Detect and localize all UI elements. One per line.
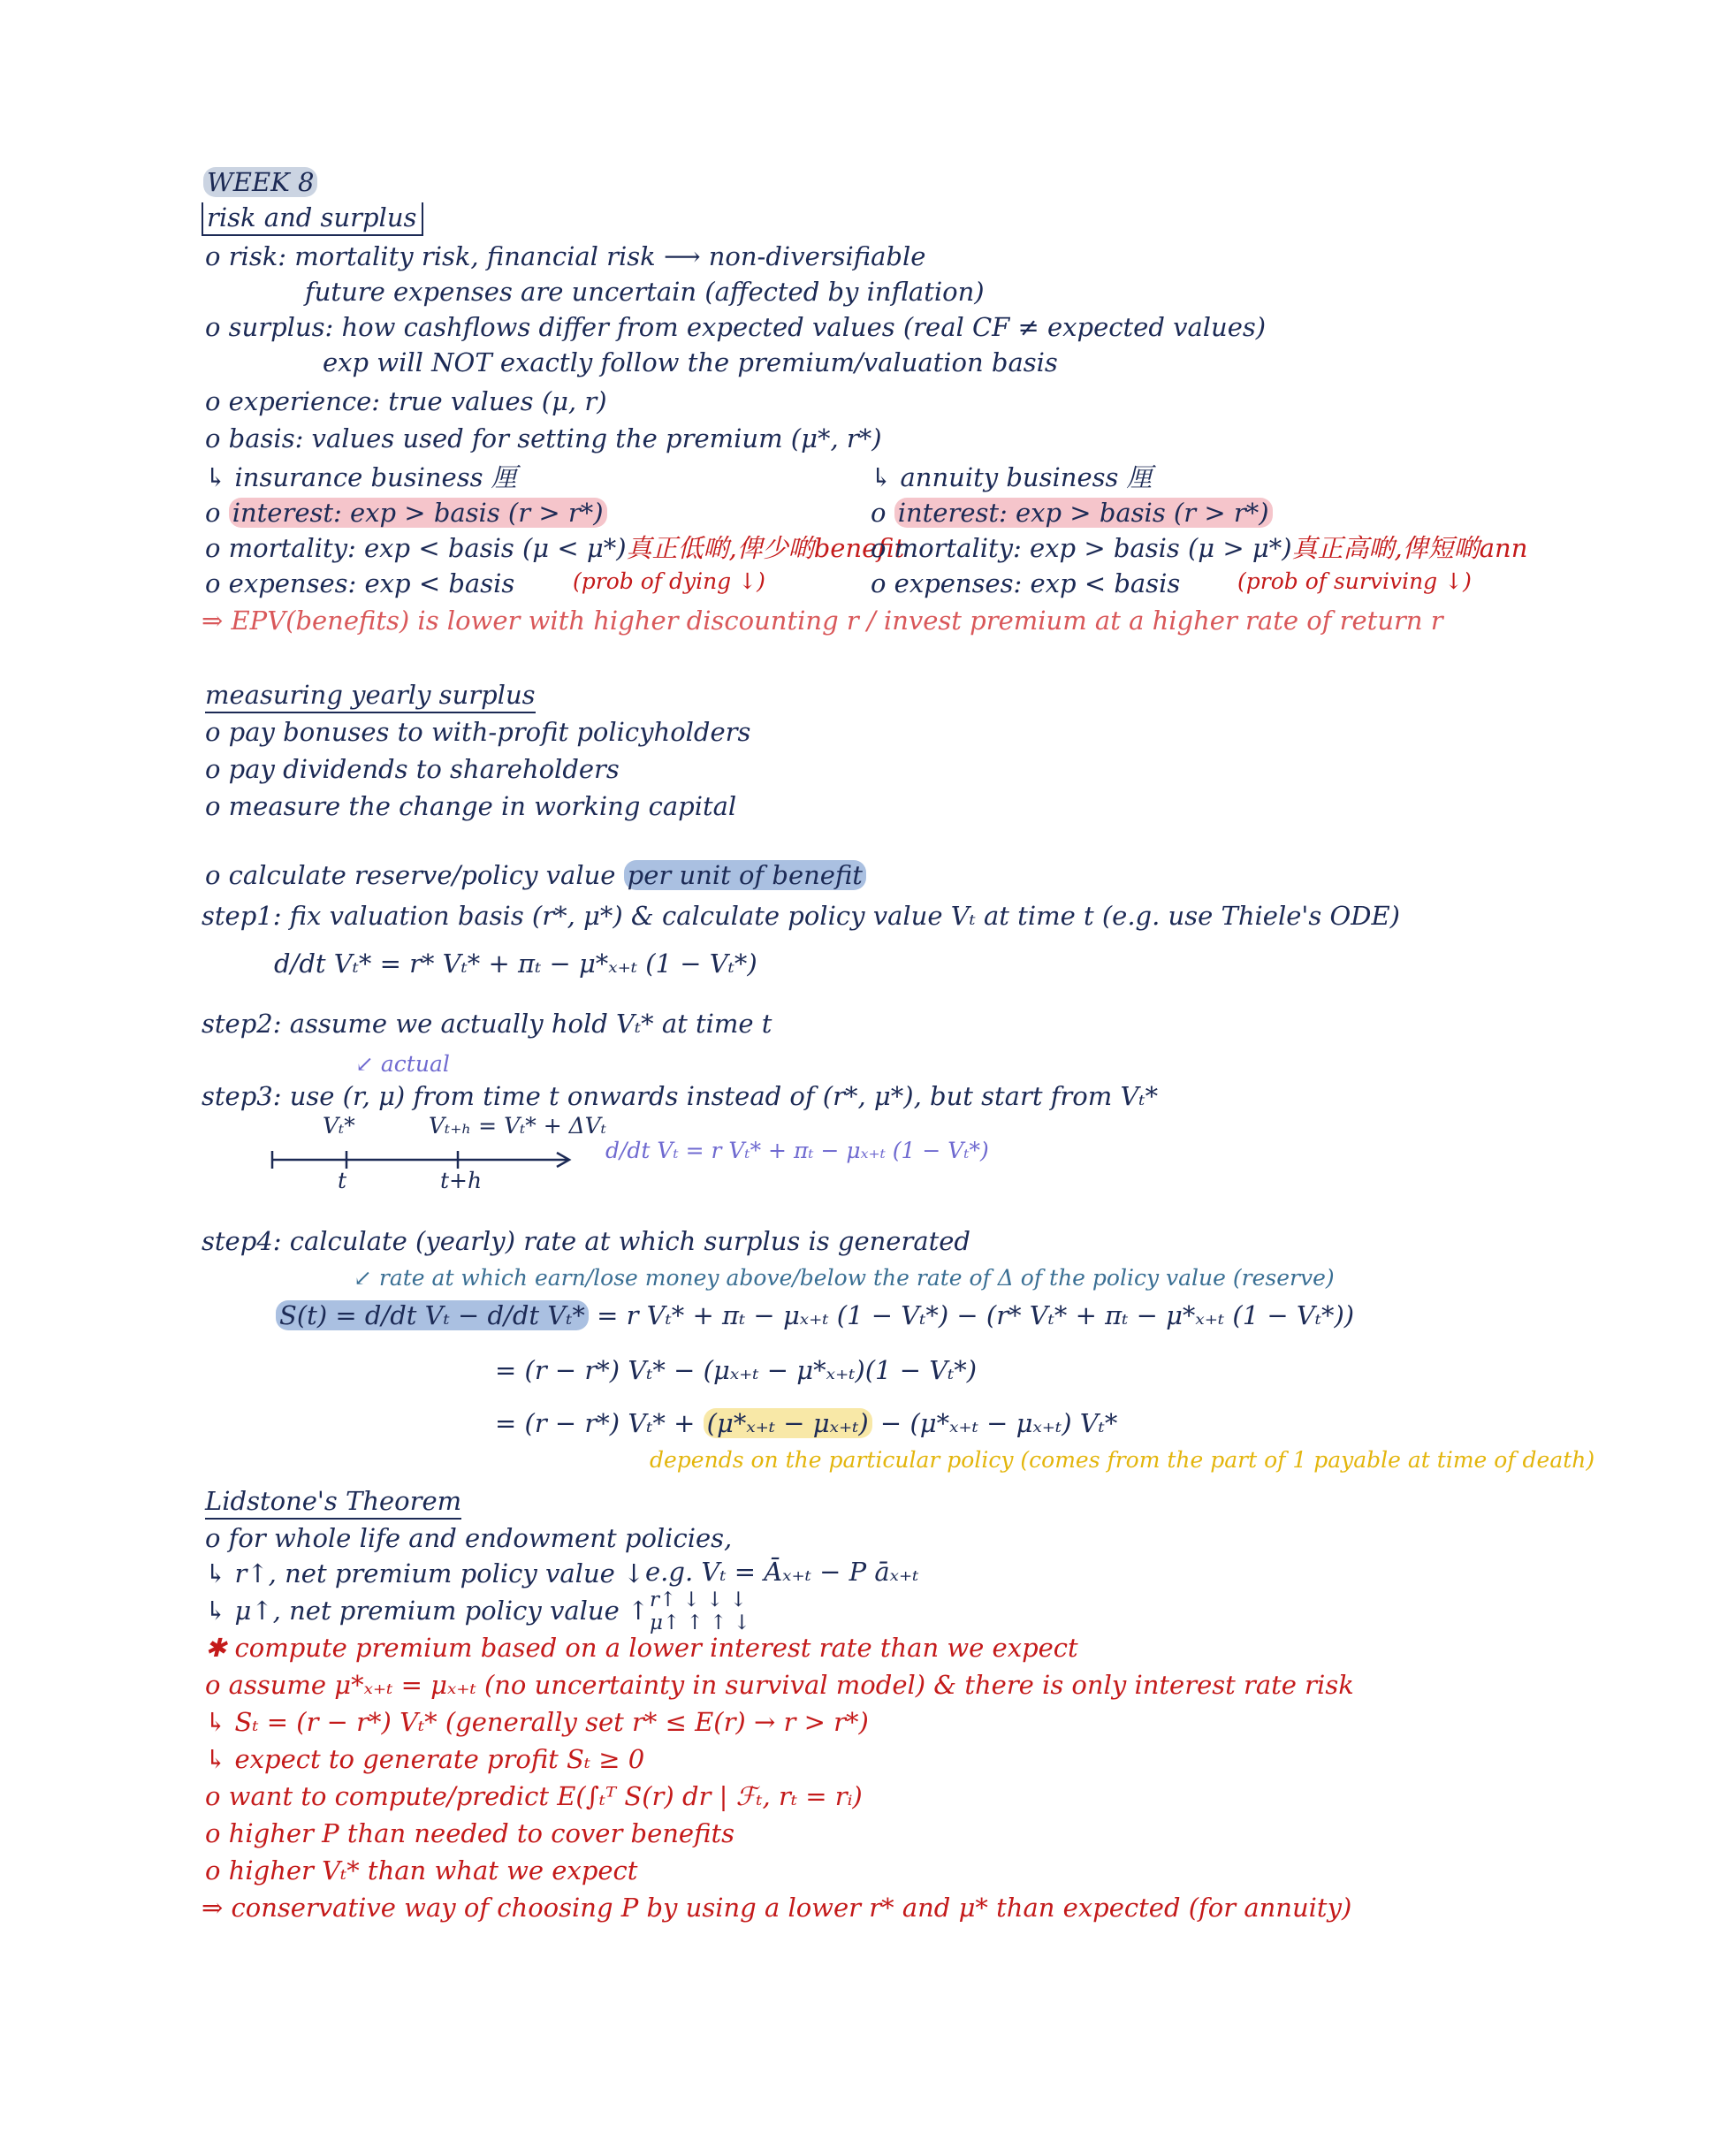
lidstone-eg-equation: e.g. Vₜ = Āₓ₊ₜ − P āₓ₊ₜ [645, 1557, 919, 1587]
yearly-surplus-item-1: o pay bonuses to with-profit policyholders [205, 717, 751, 747]
surplus-eq-2: = (r − r*) Vₜ* − (μₓ₊ₜ − μ*ₓ₊ₜ)(1 − Vₜ*) [495, 1355, 978, 1385]
step4: step4: calculate (yearly) rate at which surplus is generated [202, 1226, 970, 1256]
insurance-mortality-sub: (prob of dying ↓) [573, 568, 765, 594]
lidstone-eg-r-arrows: r↑ ↓ ↓ ↓ [650, 1588, 748, 1611]
lidstone-eg-mu-arrows: μ↑ ↑ ↑ ↓ [650, 1611, 750, 1634]
lidstone-r3: ↳ Sₜ = (r − r*) Vₜ* (generally set r* ≤ E(r) → r > r*) [205, 1707, 869, 1737]
lidstone-r1: ✱ compute premium based on a lower interest rate than we expect [205, 1633, 1078, 1663]
insurance-title: ↳ insurance business 厘 [205, 462, 517, 492]
step3: step3: use (r, μ) from time t onwards instead of (r*, μ*), but start from Vₜ* [202, 1081, 1159, 1111]
week-label: WEEK 8 [203, 167, 317, 197]
step1: step1: fix valuation basis (r*, μ*) & calculate policy value Vₜ at time t (e.g. use Thiele's ODE) [202, 901, 1400, 931]
lidstone-title: Lidstone's Theorem [205, 1486, 461, 1520]
step2: step2: assume we actually hold Vₜ* at time t [202, 1009, 772, 1039]
annuity-expenses: o expenses: exp < basis [871, 568, 1181, 598]
actual-note: ↙ actual [355, 1051, 450, 1077]
surplus-line-2: exp will NOT exactly follow the premium/valuation basis [323, 347, 1058, 377]
timeline-left-label: Vₜ* [323, 1113, 355, 1139]
lidstone-r5: o want to compute/predict E(∫ₜᵀ S(r) dr | ℱₜ, rₜ = rᵢ) [205, 1781, 863, 1811]
surplus-eq-3: = (r − r*) Vₜ* + (μ*ₓ₊ₜ − μₓ₊ₜ) − (μ*ₓ₊ₜ − μₓ₊ₜ) Vₜ* [495, 1408, 1118, 1438]
per-unit-highlight: per unit of benefit [624, 860, 866, 890]
lidstone-l3: ↳ μ↑, net premium policy value ↑ [205, 1596, 650, 1626]
topic-title: risk and surplus [202, 202, 423, 236]
surplus-eq-1-rhs: = r Vₜ* + πₜ − μₓ₊ₜ (1 − Vₜ*) − (r* Vₜ* + πₜ − μ*ₓ₊ₜ (1 − Vₜ*)) [597, 1300, 1355, 1330]
lidstone-l1: o for whole life and endowment policies, [205, 1523, 733, 1553]
step1-equation: d/dt Vₜ* = r* Vₜ* + πₜ − μ*ₓ₊ₜ (1 − Vₜ*) [274, 948, 757, 979]
lidstone-r7: o higher Vₜ* than what we expect [205, 1855, 638, 1886]
surplus-eq-3-note: depends on the particular policy (comes from the part of 1 payable at time of death) [650, 1447, 1595, 1473]
surplus-eq-1 [276, 1299, 1354, 1331]
timeline-axis [265, 1142, 583, 1177]
surplus-line: o surplus: how cashflows differ from expected values (real CF ≠ expected values) [205, 312, 1267, 342]
insurance-mortality-note: 真正低啲,俾少啲benefit [626, 533, 905, 563]
yearly-surplus-title: measuring yearly surplus [205, 680, 536, 713]
timeline-right-label: Vₜ₊ₕ = Vₜ* + ΔVₜ [429, 1113, 606, 1139]
annuity-interest: o interest: exp > basis (r > r*) [871, 497, 1273, 529]
annuity-title: ↳ annuity business 厘 [871, 462, 1153, 492]
surplus-eq-1-lhs: S(t) = d/dt Vₜ − d/dt Vₜ* [276, 1300, 589, 1330]
lidstone-l2: ↳ r↑, net premium policy value ↓ [205, 1558, 645, 1588]
surplus-eq-3-highlight: (μ*ₓ₊ₜ − μₓ₊ₜ) [704, 1408, 872, 1438]
epv-conclusion: ⇒ EPV(benefits) is lower with higher discounting r / invest premium at a higher rate of return r [202, 606, 1443, 636]
yearly-surplus-item-3: o measure the change in working capital [205, 791, 737, 821]
yearly-surplus-item-2: o pay dividends to shareholders [205, 754, 620, 784]
risk-line: o risk: mortality risk, financial risk ⟶ non-diversifiable [205, 241, 926, 271]
insurance-mortality: o mortality: exp < basis (μ < μ*)真正低啲,俾少啲benefit [205, 533, 905, 563]
annuity-mortality-note: 真正高啲,俾短啲ann [1291, 533, 1528, 563]
lidstone-r4: ↳ expect to generate profit Sₜ ≥ 0 [205, 1744, 645, 1774]
timeline-th: t+h [440, 1168, 483, 1193]
calc-reserve-line: o calculate reserve/policy value per unit of benefit [205, 859, 866, 891]
basis-line: o basis: values used for setting the premium (μ*, r*) [205, 423, 882, 453]
experience-line: o experience: true values (μ, r) [205, 386, 607, 416]
lidstone-r2: o assume μ*ₓ₊ₜ = μₓ₊ₜ (no uncertainty in survival model) & there is only interest rate risk [205, 1670, 1354, 1700]
annuity-mortality: o mortality: exp > basis (μ > μ*)真正高啲,俾短啲ann [871, 533, 1528, 563]
risk-line-2: future expenses are uncertain (affected by inflation) [305, 277, 985, 307]
timeline-t: t [338, 1168, 347, 1193]
insurance-interest: o interest: exp > basis (r > r*) [205, 497, 607, 529]
insurance-expenses: o expenses: exp < basis [205, 568, 515, 598]
annuity-mortality-sub: (prob of surviving ↓) [1237, 568, 1472, 594]
lidstone-r6: o higher P than needed to cover benefits [205, 1818, 734, 1848]
step4-note: ↙ rate at which earn/lose money above/below the rate of Δ of the policy value (reserve) [354, 1265, 1335, 1291]
step3-equation: d/dt Vₜ = r Vₜ* + πₜ − μₓ₊ₜ (1 − Vₜ*) [605, 1138, 989, 1163]
lidstone-r8: ⇒ conservative way of choosing P by using a lower r* and μ* than expected (for annuity) [202, 1893, 1352, 1923]
